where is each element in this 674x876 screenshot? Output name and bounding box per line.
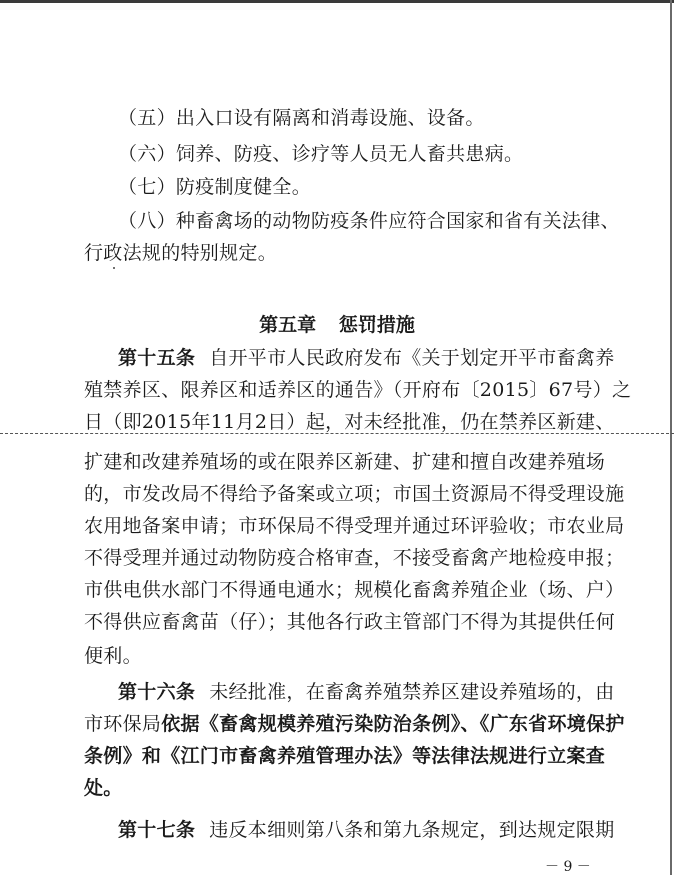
article-16-text-2-prefix: 市环保局 (84, 713, 162, 735)
chapter-heading (0, 311, 674, 339)
article-15-line8: 市供电供水部门不得通电通水；规模化畜禽养殖企业（场、户） (84, 579, 625, 601)
article-17-text-1: 违反本细则第八条和第九条规定，到达规定限期 (209, 819, 615, 841)
chapter-title: 惩罚措施 (338, 314, 415, 336)
scan-edge-top (0, 0, 674, 3)
article-15-line6: 农用地备案申请；市环保局不得受理并通过环评验收；市农业局 (84, 515, 625, 537)
item-7: （七）防疫制度健全。 (118, 176, 312, 198)
article-15-line3: 日（即2015年11月2日）起，对未经批准，仍在禁养区新建、 (84, 411, 615, 433)
article-15-line9: 不得供应畜禽苗（仔）；其他各行政主管部门不得为其提供任何 (84, 611, 615, 633)
article-15-line4: 扩建和改建养殖场的或在限养区新建、扩建和擅自改建养殖场 (84, 451, 606, 473)
item-6: （六）饲养、防疫、诊疗等人员无人畜共患病。 (118, 143, 524, 165)
article-16-line1 (118, 677, 615, 707)
article-15-line2: 殖禁养区、限养区和适养区的通告》（开府布〔2015〕67号）之 (84, 379, 632, 401)
article-16-text-1: 未经批准，在畜禽养殖禁养区建设养殖场的，由 (209, 681, 615, 703)
article-16-line2 (84, 709, 625, 739)
item-5: （五）出入口设有隔离和消毒设施、设备。 (118, 107, 485, 129)
chapter-number: 第五章 (259, 314, 317, 336)
article-15-line1 (118, 343, 615, 373)
article-17-label: 第十七条 (118, 819, 196, 841)
article-15-line7: 不得受理并通过动物防疫合格审查，不接受畜禽产地检疫申报； (84, 547, 625, 569)
article-15-label: 第十五条 (118, 347, 196, 369)
item-8-line1: （八）种畜禽场的动物防疫条件应符合国家和省有关法律、 (118, 210, 620, 232)
scan-edge-right (670, 0, 672, 875)
article-16-text-2-bold: 依据《畜禽规模养殖污染防治条例》、《广东省环境保护 (161, 713, 625, 735)
article-15-line10: 便利。 (84, 645, 142, 667)
article-16-label: 第十六条 (118, 681, 196, 703)
article-16-line3: 条例》和《江门市畜禽养殖管理办法》等法律法规进行立案查 (84, 745, 606, 767)
article-17-line1 (118, 815, 615, 845)
article-15-line5: 的，市发改局不得给予备案或立项；市国土资源局不得受理设施 (84, 483, 625, 505)
article-15-text-1: 自开平市人民政府发布《关于划定开平市畜禽养 (209, 347, 615, 369)
item-8-line2: 行政法规的特别规定。 (84, 242, 278, 264)
article-16-line4: 处。 (84, 777, 123, 799)
page-number: － 9 － (545, 859, 591, 875)
